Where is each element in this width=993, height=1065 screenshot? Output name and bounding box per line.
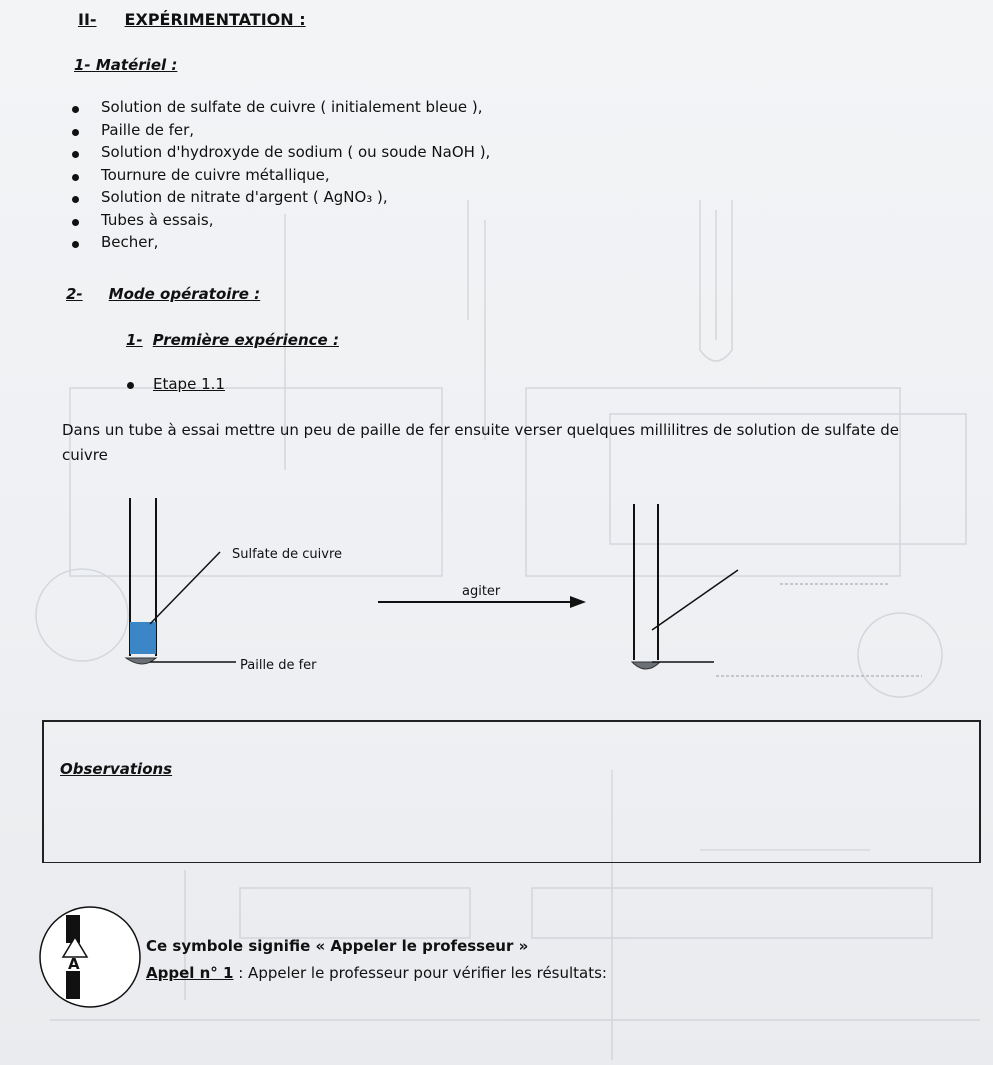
list-item: Solution de nitrate d'argent ( AgNO₃ ), bbox=[70, 188, 490, 211]
sulfate-liquid bbox=[130, 622, 156, 654]
list-item: Becher, bbox=[70, 233, 490, 256]
appel-instruction: Appel n° 1 : Appeler le professeur pour vérifier les résultats: bbox=[146, 964, 607, 982]
materiel-list bbox=[70, 98, 490, 256]
tube-bottom-right bbox=[632, 662, 660, 669]
list-item: Tournure de cuivre métallique, bbox=[70, 166, 490, 189]
tube-bottom bbox=[126, 658, 156, 664]
label-agiter: agiter bbox=[462, 584, 501, 599]
appel-label: Appel n° 1 bbox=[146, 964, 234, 982]
appeler-professeur-icon bbox=[38, 905, 142, 1009]
instruction-text: Dans un tube à essai mettre un peu de paille de fer ensuite verser quelques millilitres de solution de sulfate de cuivre bbox=[62, 421, 899, 464]
experiment-figure bbox=[0, 490, 993, 690]
mode-operatoire-heading: 2- Mode opératoire : bbox=[66, 285, 261, 303]
symbol-explanation: Ce symbole signifie « Appeler le professeur » bbox=[146, 937, 529, 955]
etape-label: Etape 1.1 bbox=[153, 375, 225, 393]
observations-box[interactable] bbox=[42, 720, 981, 863]
test-tube-right bbox=[634, 504, 658, 660]
label-paille: Paille de fer bbox=[240, 658, 317, 673]
bullet-icon bbox=[127, 382, 134, 389]
sulfate-pointer-line bbox=[150, 552, 220, 624]
experience-heading: 1- Première expérience : bbox=[126, 331, 339, 349]
list-item: Paille de fer, bbox=[70, 121, 490, 144]
section-title: II- EXPÉRIMENTATION : bbox=[78, 10, 306, 29]
list-item: Solution d'hydroxyde de sodium ( ou soude NaOH ), bbox=[70, 143, 490, 166]
label-sulfate: Sulfate de cuivre bbox=[232, 547, 343, 562]
materiel-heading: 1- Matériel : bbox=[74, 56, 178, 74]
observations-title: Observations bbox=[60, 760, 173, 778]
arrowhead-icon bbox=[570, 596, 586, 608]
empty-label-line-top bbox=[652, 570, 738, 630]
list-item: Tubes à essais, bbox=[70, 211, 490, 234]
list-item: Solution de sulfate de cuivre ( initialement bleue ), bbox=[70, 98, 490, 121]
professeur-icon-letter: A bbox=[68, 955, 80, 973]
